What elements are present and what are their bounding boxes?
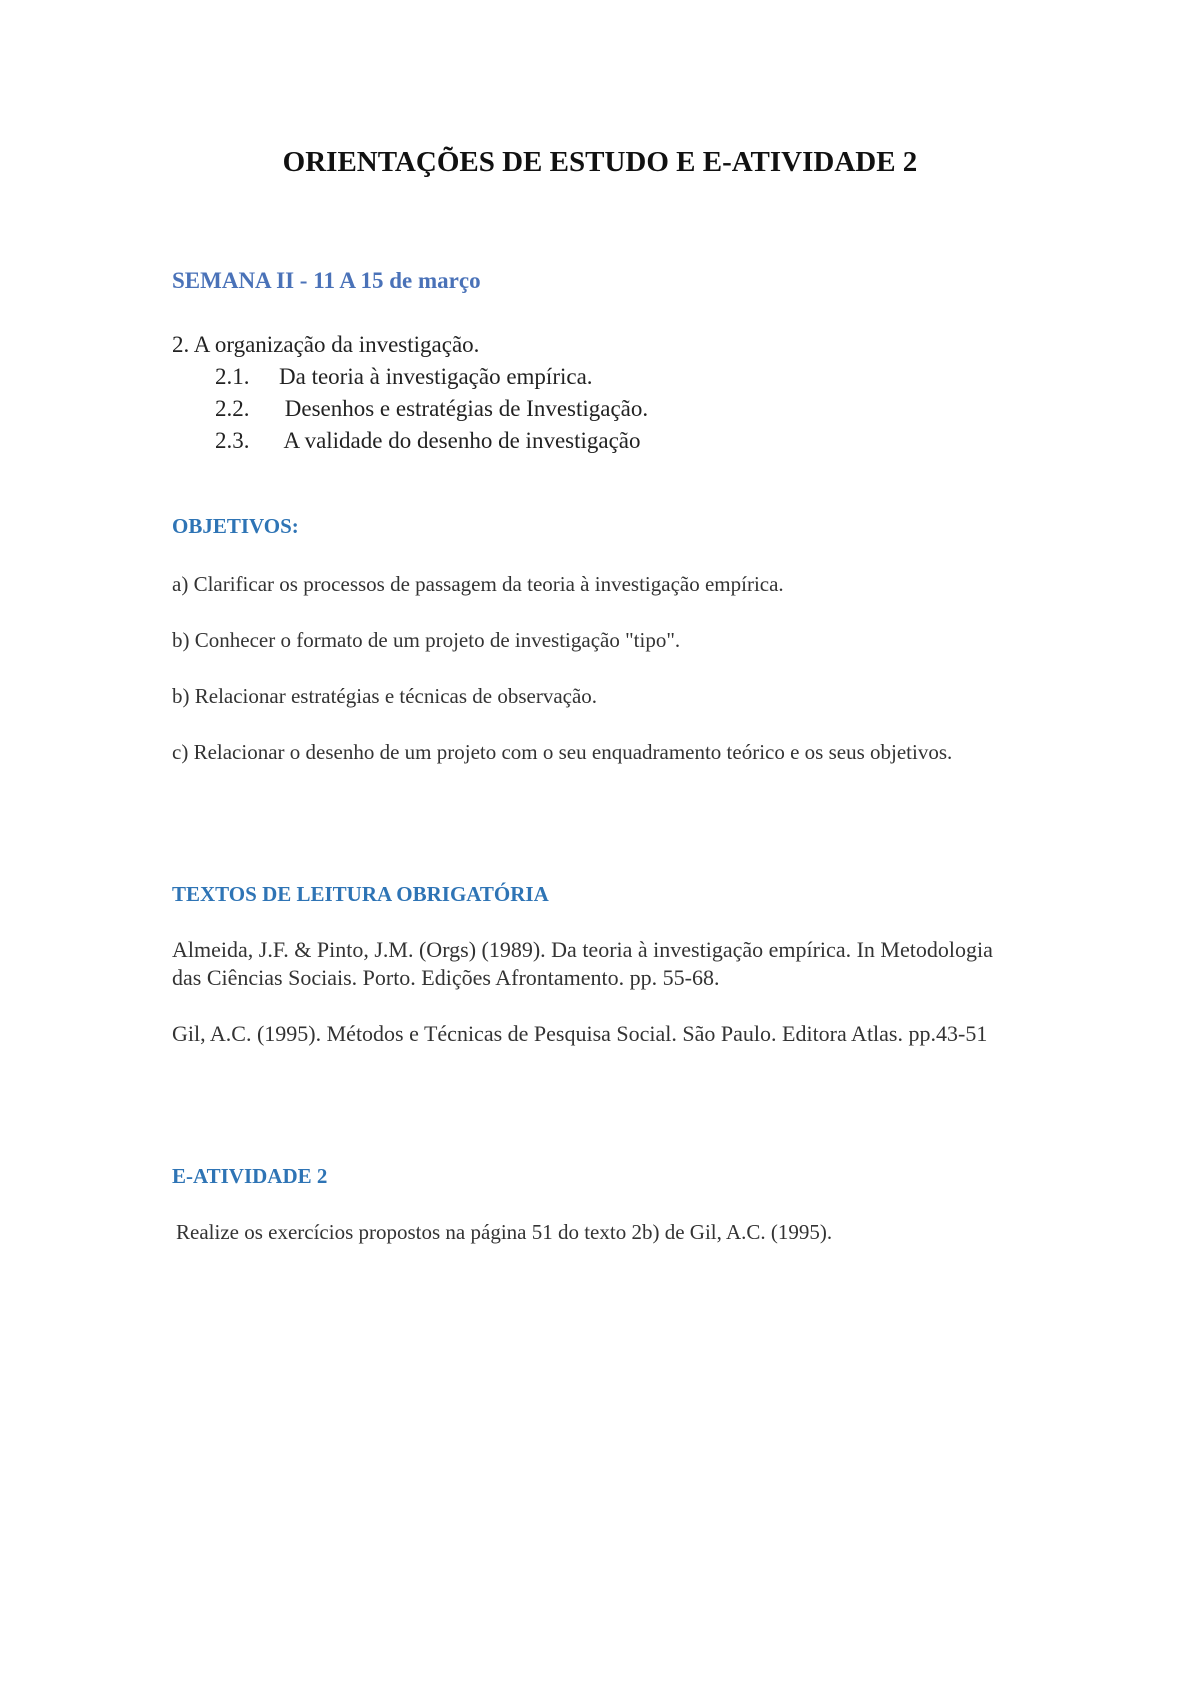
activity-text: Realize os exercícios propostos na página 51 do texto 2b) de Gil, A.C. (1995). bbox=[176, 1220, 833, 1244]
subtopic-label: Da teoria à investigação empírica. bbox=[279, 364, 593, 389]
subtopic-number: 2.2. bbox=[215, 396, 250, 421]
reading-item: Gil, A.C. (1995). Métodos e Técnicas de Pesquisa Social. São Paulo. Editora Atlas. pp.43-51 bbox=[172, 1021, 988, 1046]
subtopic-number: 2.1. bbox=[215, 364, 250, 389]
subtopic-label: A validade do desenho de investigação bbox=[279, 428, 641, 453]
activity-heading: E-ATIVIDADE 2 bbox=[172, 1164, 328, 1188]
subtopic-label: Desenhos e estratégias de Investigação. bbox=[279, 396, 649, 421]
readings-heading: TEXTOS DE LEITURA OBRIGATÓRIA bbox=[172, 882, 549, 906]
topic-main: 2. A organização da investigação. bbox=[172, 332, 480, 357]
objective-item: a) Clarificar os processos de passagem da teoria à investigação empírica. bbox=[172, 572, 784, 596]
objective-item: c) Relacionar o desenho de um projeto com o seu enquadramento teórico e os seus objetivos. bbox=[172, 740, 953, 764]
subtopic-item bbox=[215, 394, 648, 424]
subtopic-item bbox=[215, 362, 593, 392]
page-title: ORIENTAÇÕES DE ESTUDO E E-ATIVIDADE 2 bbox=[282, 146, 918, 178]
objective-item: b) Conhecer o formato de um projeto de investigação "tipo". bbox=[172, 628, 681, 652]
subtopic-number: 2.3. bbox=[215, 428, 250, 453]
reading-item: Almeida, J.F. & Pinto, J.M. (Orgs) (1989). Da teoria à investigação empírica. In Metodologia das Ciências Sociais. Porto. Edições Afrontamento. pp. 55-68. bbox=[172, 937, 993, 990]
objective-item: b) Relacionar estratégias e técnicas de observação. bbox=[172, 684, 598, 708]
week-heading: SEMANA II - 11 A 15 de março bbox=[172, 268, 481, 293]
objectives-heading: OBJETIVOS: bbox=[172, 514, 299, 538]
subtopic-item bbox=[215, 426, 641, 456]
